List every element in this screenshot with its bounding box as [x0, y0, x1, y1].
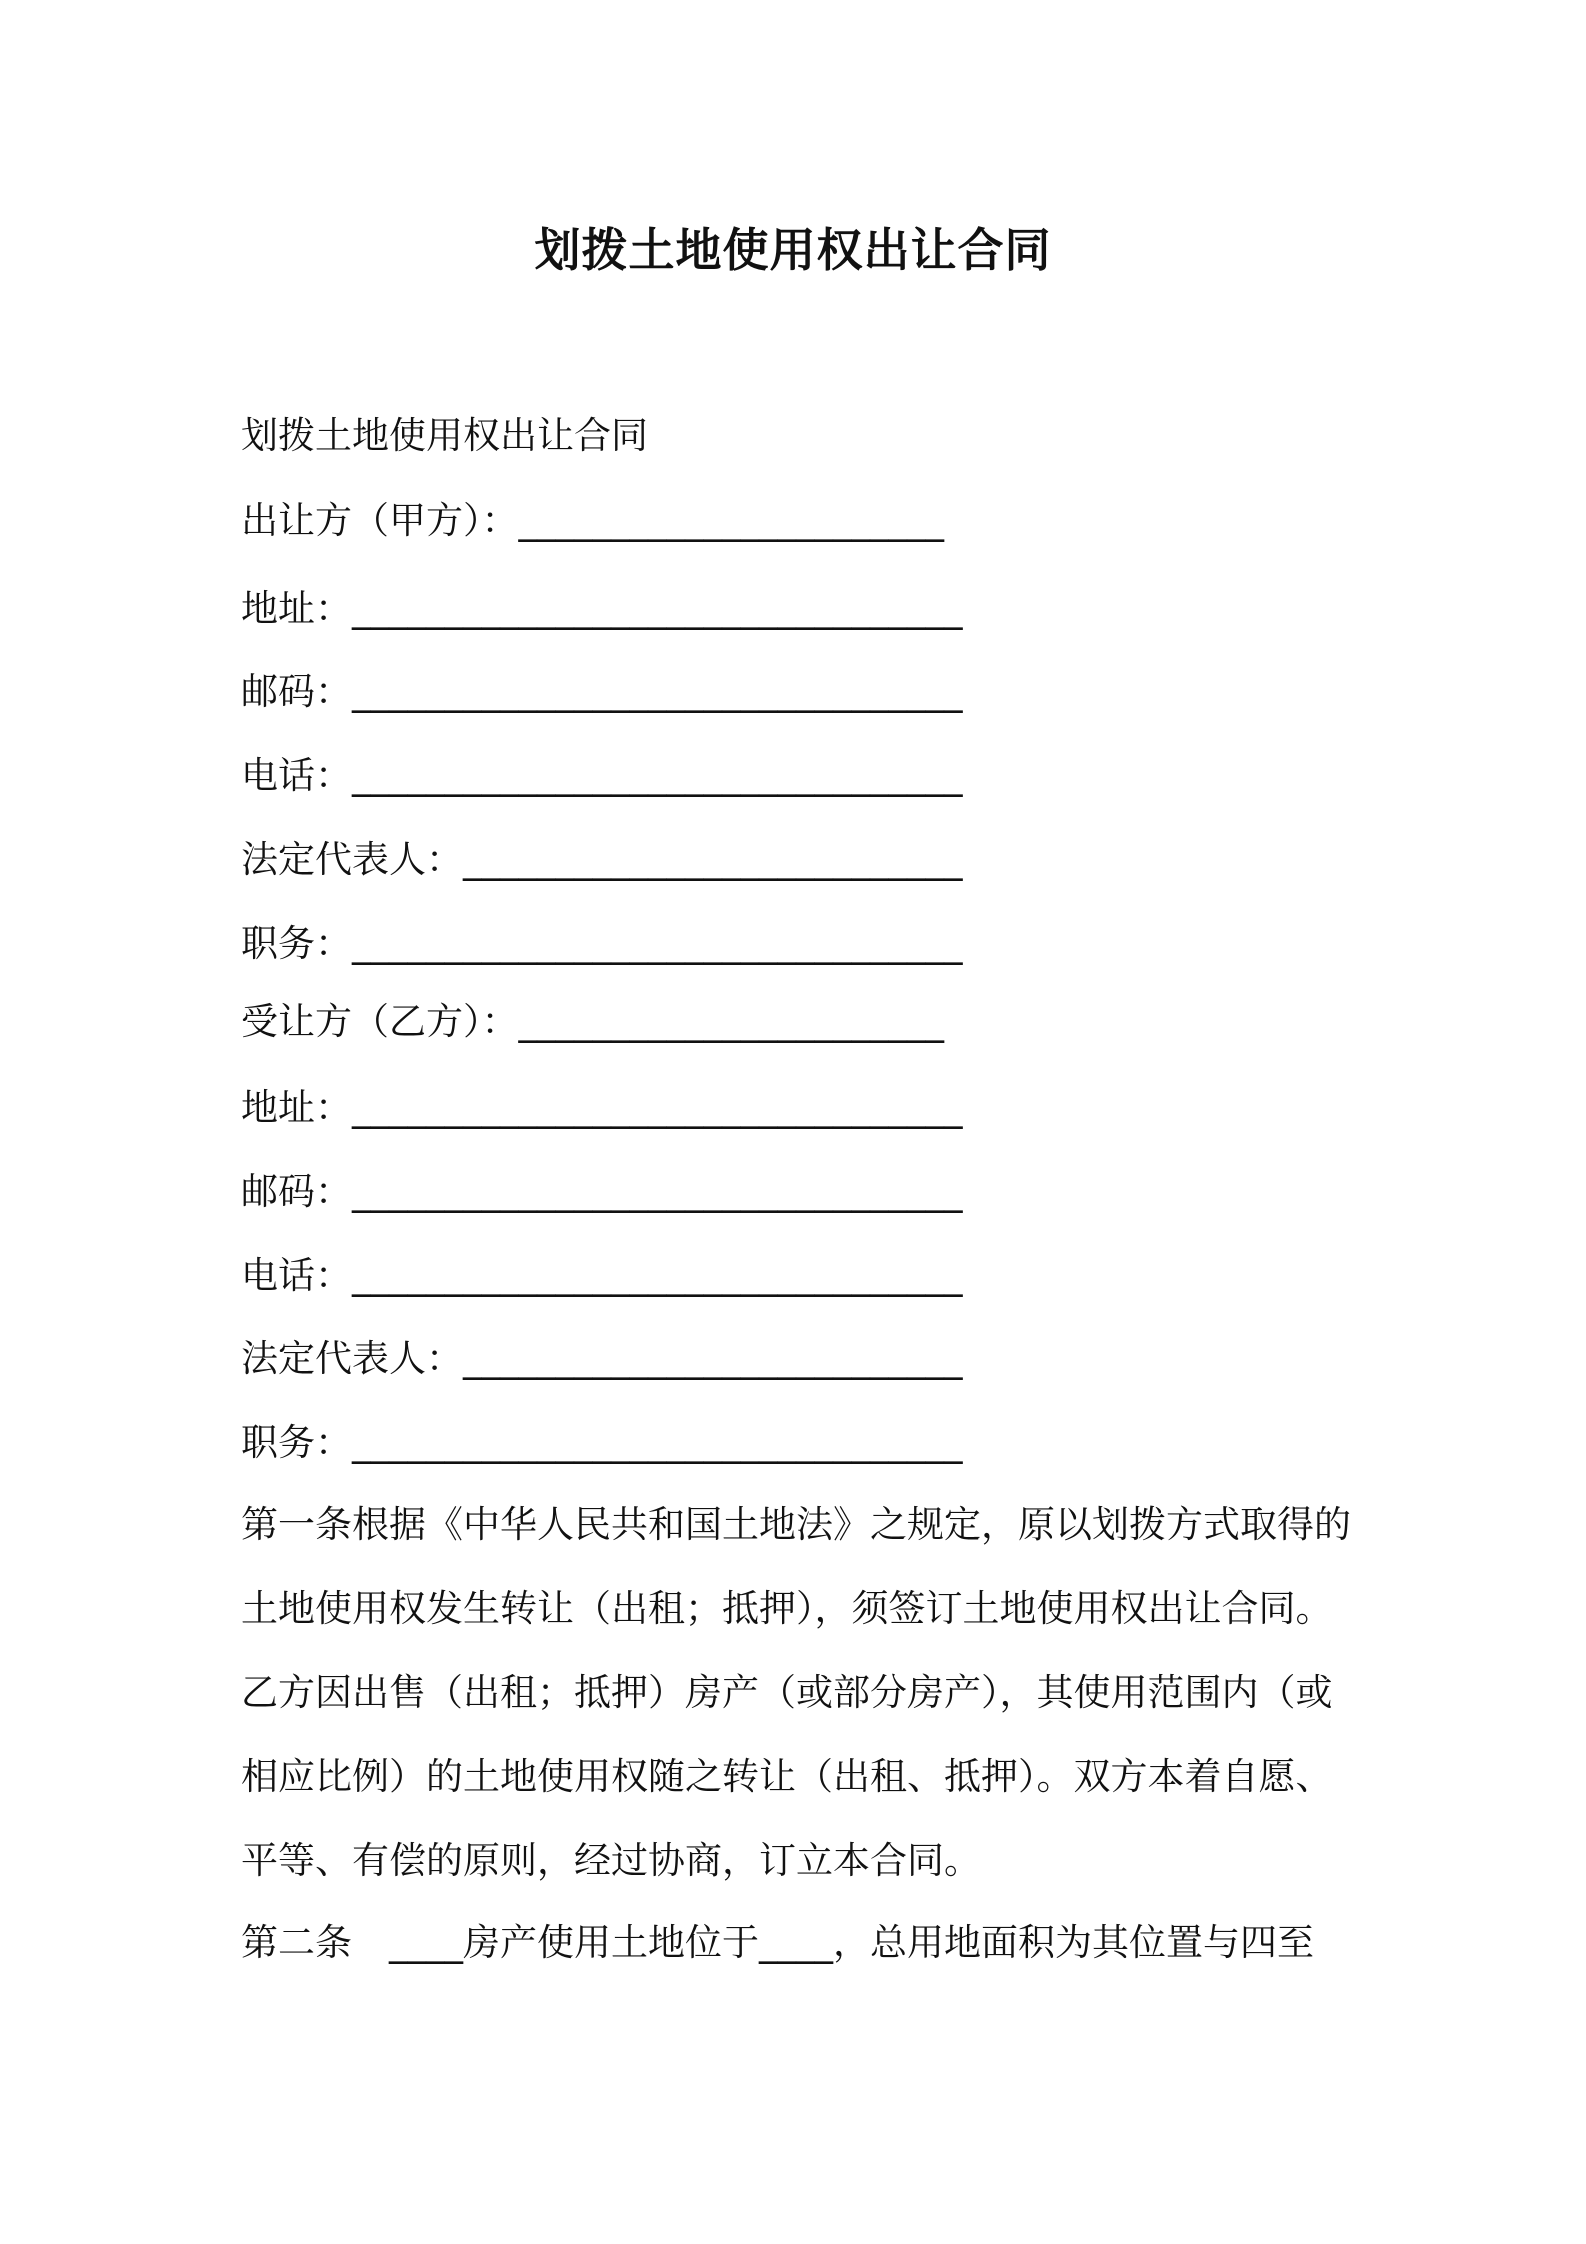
party-b-legal-rep: 法定代表人：___________________________ [241, 1337, 963, 1380]
article-1-paragraph: 第一条根据《中华人民共和国土地法》之规定，原以划拨方式取得的土地使用权发生转让（出租；抵押），须签订土地使用权出让合同。乙方因出售（出租；抵押）房产（或部分房产），其使用范围内（或相应比例）的土地使用权随之转让（出租、抵押）。双方本着自愿、平等、有偿的原则，经过协商，订立本合同。 [241, 1503, 1351, 1882]
party-a-postcode: 邮码：_________________________________ [241, 670, 963, 713]
party-b-heading: 受让方（乙方）：_______________________ [241, 1000, 944, 1043]
document-subtitle: 划拨土地使用权出让合同 [241, 414, 648, 457]
article-2-paragraph: 第二条 ____房产使用土地位于____，总用地面积为其位置与四至 [241, 1921, 1314, 1964]
party-b-phone: 电话：_________________________________ [241, 1254, 963, 1297]
party-a-phone: 电话：_________________________________ [241, 754, 963, 797]
party-b-postcode: 邮码：_________________________________ [241, 1170, 963, 1213]
party-a-position: 职务：_________________________________ [241, 922, 963, 965]
document-title: 划拨土地使用权出让合同 [534, 223, 1052, 277]
party-a-legal-rep: 法定代表人：___________________________ [241, 838, 963, 881]
party-b-position: 职务：_________________________________ [241, 1421, 963, 1464]
party-a-address: 地址：_________________________________ [241, 587, 963, 630]
party-b-address: 地址：_________________________________ [241, 1086, 963, 1129]
party-a-heading: 出让方（甲方）：_______________________ [241, 499, 944, 542]
